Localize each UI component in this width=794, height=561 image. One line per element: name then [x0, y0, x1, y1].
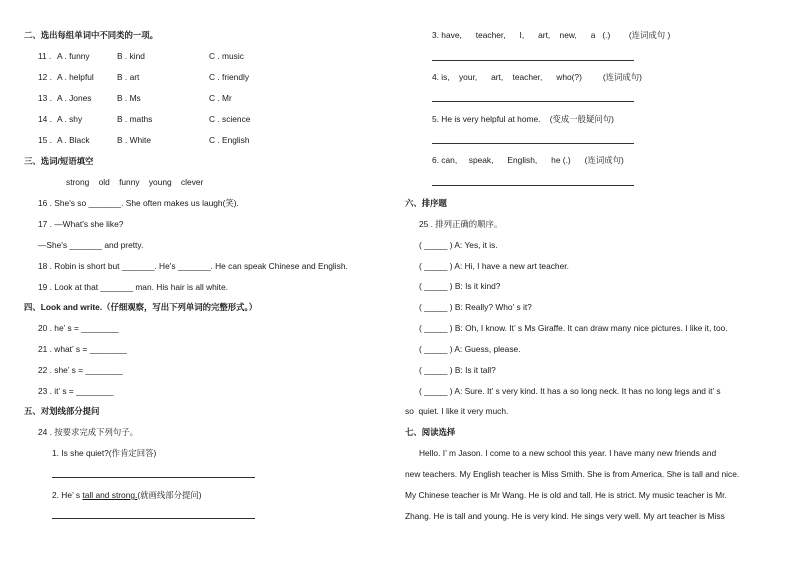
row-number: 15 .	[38, 135, 52, 145]
passage-line: new teachers. My English teacher is Miss Smith. She is from America. She is tall and nice.	[405, 469, 740, 479]
option-b: B . Ms	[117, 93, 141, 103]
row-number: 13 .	[38, 93, 52, 103]
section3-title: 三、选词/短语填空	[24, 156, 94, 166]
section5-title: 五、对划线部分提问	[24, 406, 100, 416]
sub-question-3: 3. have, teacher, I, art, new, a (.) (连词成句 )	[432, 30, 671, 40]
answer-line	[432, 101, 634, 102]
option-a: A . Jones	[57, 93, 92, 103]
option-c: C . English	[209, 135, 250, 145]
section2-title: 二、选出每组单词中不同类的一项。	[24, 30, 158, 40]
order-item: ( _____ ) B: Oh, I know. It’ s Ms Giraffe. It can draw many nice pictures. I like it, too.	[419, 323, 728, 333]
option-c: C . science	[209, 114, 251, 124]
question-19: 19 . Look at that _______ man. His hair is all white.	[38, 282, 228, 292]
answer-line	[432, 185, 634, 186]
option-a: A . shy	[57, 114, 83, 124]
row-number: 11 .	[38, 51, 52, 61]
answer-line	[52, 518, 255, 519]
order-item: ( _____ ) A: Yes, it is.	[419, 240, 498, 250]
option-c: C . music	[209, 51, 244, 61]
option-b: B . White	[117, 135, 151, 145]
option-a: A . helpful	[57, 72, 94, 82]
order-item: ( _____ ) B: Is it tall?	[419, 365, 496, 375]
sub-question-1: 1. Is she quiet?(作肯定回答)	[52, 448, 157, 458]
sub-question-5: 5. He is very helpful at home. (变成一般疑问句)	[432, 114, 614, 124]
sub-question-6: 6. can, speak, English, he (.) (连词成句)	[432, 155, 624, 165]
order-item: ( _____ ) A: Sure. It’ s very kind. It has a so long neck. It has no long legs and it’ s	[419, 386, 721, 396]
option-a: A . funny	[57, 51, 90, 61]
question-25: 25 . 排列正确的顺序。	[419, 219, 503, 229]
question-18: 18 . Robin is short but _______. He's _______. He can speak Chinese and English.	[38, 261, 348, 271]
option-b: B . kind	[117, 51, 145, 61]
row-number: 12 .	[38, 72, 52, 82]
option-c: C . friendly	[209, 72, 250, 82]
answer-line	[432, 60, 634, 61]
option-b: B . art	[117, 72, 140, 82]
question-17-answer: —She's _______ and pretty.	[38, 240, 144, 250]
word-bank: strong old funny young clever	[66, 177, 204, 187]
underlined-phrase: tall and strong.	[82, 490, 138, 500]
passage-line: My Chinese teacher is Mr Wang. He is old and tall. He is strict. My music teacher is Mr.	[405, 490, 727, 500]
answer-line	[52, 477, 255, 478]
order-item-continuation: so quiet. I like it very much.	[405, 406, 509, 416]
answer-line	[432, 143, 634, 144]
question-17-prompt: 17 . —What's she like?	[38, 219, 124, 229]
question-20: 20 . he’ s = ________	[38, 323, 119, 333]
option-b: B . maths	[117, 114, 153, 124]
row-number: 14 .	[38, 114, 52, 124]
section4-title: 四、Look and write.（仔细观察，写出下列单词的完整形式。）	[24, 302, 258, 312]
section7-title: 七、阅读选择	[405, 427, 456, 437]
sub-question-2-prefix: 2. He’ s	[52, 490, 83, 500]
question-23: 23 . it’ s = ________	[38, 386, 114, 396]
sub-question-4: 4. is, your, art, teacher, who(?) (连词成句)	[432, 72, 642, 82]
order-item: ( _____ ) B: Really? Who’ s it?	[419, 302, 532, 312]
section6-title: 六、排序题	[405, 198, 447, 208]
option-c: C . Mr	[209, 93, 232, 103]
order-item: ( _____ ) B: Is it kind?	[419, 281, 501, 291]
order-item: ( _____ ) A: Guess, please.	[419, 344, 521, 354]
order-item: ( _____ ) A: Hi, I have a new art teacher.	[419, 261, 569, 271]
question-21: 21 . what’ s = ________	[38, 344, 127, 354]
sub-question-2-instruction: (就画线部分提问)	[137, 490, 202, 500]
question-24: 24 . 按要求完成下列句子。	[38, 427, 139, 437]
question-22: 22 . she’ s = ________	[38, 365, 123, 375]
question-16: 16 . She's so _______. She often makes us laugh(笑).	[38, 198, 239, 208]
option-a: A . Black	[57, 135, 90, 145]
passage-line: Zhang. He is tall and young. He is very kind. He sings very well. My art teacher is Miss	[405, 511, 725, 521]
passage-line: Hello. I’ m Jason. I come to a new school this year. I have many new friends and	[419, 448, 717, 458]
sub-question-2	[52, 490, 202, 501]
